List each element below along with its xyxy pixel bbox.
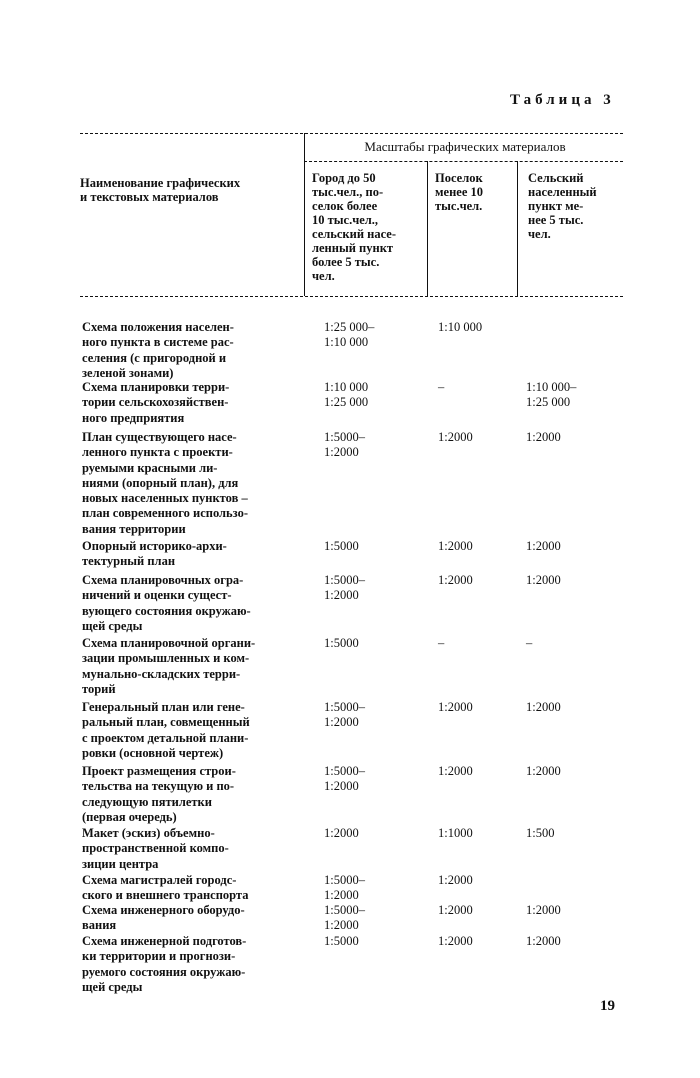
header-group-rule <box>304 161 623 162</box>
row-scale-rural: 1:2000 <box>526 700 561 714</box>
row-name: Схема инженерной подготов- ки территории и прогнози- руемого состояния окружаю- щей среды <box>82 934 247 994</box>
row-scale-settlement: 1:2000 <box>438 934 473 948</box>
header-top-rule <box>80 133 623 134</box>
header-name-column: Наименование графических и текстовых материалов <box>80 176 241 204</box>
column-divider-3 <box>517 161 518 296</box>
column-divider-1 <box>304 133 305 296</box>
column-divider-2 <box>427 161 428 296</box>
row-scale-rural: 1:2000 <box>526 764 561 778</box>
row-scale-settlement: 1:2000 <box>438 573 473 587</box>
header-column-city: Город до 50 тыс.чел., по- селок более 10 тыс.чел., сельский насе- ленный пункт более 5 тыс. чел. <box>312 171 397 283</box>
header-column-rural: Сельский населенный пункт ме- нее 5 тыс. чел. <box>528 171 597 241</box>
row-scale-rural: 1:500 <box>526 826 555 840</box>
row-scale-city: 1:5000 <box>324 539 359 553</box>
row-scale-city: 1:5000 <box>324 934 359 948</box>
row-scale-rural: 1:2000 <box>526 903 561 917</box>
row-name: Схема планировочной органи- зации промышленных и ком- мунально-складских терри- торий <box>82 636 256 696</box>
header-bottom-rule <box>80 296 623 297</box>
row-scale-city: 1:5000– 1:2000 <box>324 903 365 933</box>
row-scale-settlement: 1:2000 <box>438 539 473 553</box>
row-scale-settlement: – <box>438 636 445 650</box>
row-scale-rural: 1:10 000– 1:25 000 <box>526 380 577 410</box>
header-group-label: Масштабы графических материалов <box>364 139 566 154</box>
row-scale-settlement: 1:2000 <box>438 700 473 714</box>
row-scale-city: 1:10 000 1:25 000 <box>324 380 369 410</box>
row-scale-city: 1:5000– 1:2000 <box>324 573 365 603</box>
header-column-settlement: Поселок менее 10 тыс.чел. <box>435 171 483 213</box>
row-scale-city: 1:5000– 1:2000 <box>324 700 365 730</box>
row-scale-rural: 1:2000 <box>526 430 561 444</box>
row-name: Опорный историко-архи- тектурный план <box>82 539 227 569</box>
row-scale-city: 1:2000 <box>324 826 359 840</box>
table-label: Таблица 3 <box>510 92 615 108</box>
row-scale-settlement: 1:1000 <box>438 826 473 840</box>
row-scale-settlement: 1:2000 <box>438 873 473 887</box>
row-scale-rural: 1:2000 <box>526 573 561 587</box>
row-name: Схема инженерного оборудо- вания <box>82 903 245 933</box>
row-scale-settlement: 1:2000 <box>438 764 473 778</box>
row-scale-city: 1:25 000– 1:10 000 <box>324 320 375 350</box>
row-name: Проект размещения строи- тельства на текущую и по- следующую пятилетки (первая очередь) <box>82 764 236 824</box>
page-number: 19 <box>600 998 615 1014</box>
row-name: Генеральный план или гене- ральный план, совмещенный с проектом детальной плани- ровки (основной чертеж) <box>82 700 250 760</box>
row-name: Макет (эскиз) объемно- пространственной компо- зиции центра <box>82 826 229 871</box>
row-scale-rural: 1:2000 <box>526 934 561 948</box>
row-scale-city: 1:5000– 1:2000 <box>324 873 365 903</box>
row-name: План существующего насе- ленного пункта с проекти- руемыми красными ли- ниями (опорный план), для новых населенных пунктов – план современного использо- вания территории <box>82 430 249 536</box>
row-scale-city: 1:5000– 1:2000 <box>324 764 365 794</box>
row-scale-settlement: 1:2000 <box>438 430 473 444</box>
row-scale-city: 1:5000– 1:2000 <box>324 430 365 460</box>
row-name: Схема планировки терри- тории сельскохозяйствен- ного предприятия <box>82 380 230 425</box>
row-name: Схема магистралей городс- ского и внешнего транспорта <box>82 873 249 903</box>
row-scale-rural: – <box>526 636 533 650</box>
row-scale-settlement: 1:10 000 <box>438 320 483 334</box>
row-scale-rural: 1:2000 <box>526 539 561 553</box>
row-scale-city: 1:5000 <box>324 636 359 650</box>
row-name: Схема планировочных огра- ничений и оценки сущест- вующего состояния окружаю- щей среды <box>82 573 251 633</box>
row-scale-settlement: 1:2000 <box>438 903 473 917</box>
row-name: Схема положения населен- ного пункта в системе рас- селения (с пригородной и зеленой зонами) <box>82 320 234 380</box>
row-scale-settlement: – <box>438 380 445 394</box>
